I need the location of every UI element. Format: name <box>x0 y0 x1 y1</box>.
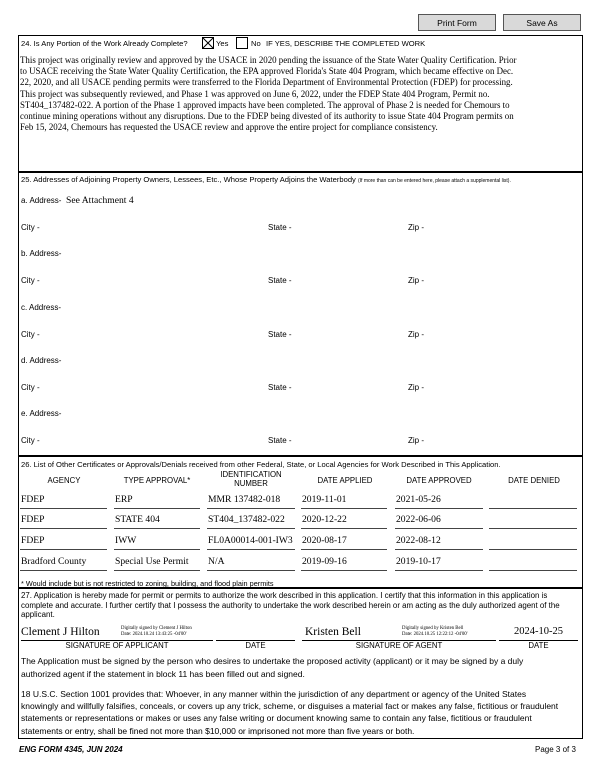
table-cell[interactable]: STATE 404 <box>115 514 160 525</box>
cell-underline <box>20 549 107 550</box>
description-line: 22, 2020, and all USACE pending permits were transferred to the Florida Department of Environmental Protection (FDEP) for processing. <box>20 77 513 88</box>
s26-footnote: * Would include but is not restricted to zoning, building, and flood plain permits <box>21 579 274 588</box>
state-label: State - <box>268 276 292 285</box>
table-cell[interactable]: 2021-05-26 <box>396 494 441 505</box>
address-label: c. Address- <box>21 303 62 312</box>
cell-underline <box>301 570 387 571</box>
description-line: ST404_137482-022. A portion of the Phase 1 approved impacts have been completed. The approval of Phase 2 is needed for Chemours to <box>20 99 510 110</box>
city-label: City - <box>21 223 40 232</box>
table-header: DATE APPROVED <box>406 476 472 485</box>
cell-underline <box>301 549 387 550</box>
certification-line: 27. Application is hereby made for permit or permits to authorize the work described in this application. I certify that this information in this application is <box>21 591 548 600</box>
applicant-signature-meta <box>121 626 192 637</box>
zip-label: Zip - <box>408 223 424 232</box>
city-label: City - <box>21 330 40 339</box>
zip-label: Zip - <box>408 383 424 392</box>
table-cell[interactable]: ST404_137482-022 <box>208 514 285 525</box>
address-label: e. Address- <box>21 409 62 418</box>
table-cell[interactable]: 2019-10-17 <box>396 556 441 567</box>
table-cell[interactable]: ERP <box>115 494 133 505</box>
city-label: City - <box>21 436 40 445</box>
table-cell[interactable]: MMR 137482-018 <box>208 494 281 505</box>
table-cell[interactable]: FDEP <box>21 494 45 505</box>
form-number: ENG FORM 4345, JUN 2024 <box>19 745 123 754</box>
cell-underline <box>207 570 295 571</box>
description-line: to USACE receiving the State Water Quality Certification, the EPA approved Florida's State 404 Program, which became effective on Dec. <box>20 66 514 77</box>
completed-work-description[interactable] <box>20 55 582 133</box>
instruction-line: authorized agent if the statement in block 11 has been filled out and signed. <box>21 668 305 679</box>
cell-underline <box>301 528 387 529</box>
s25-note: (If more than can be entered here, please attach a supplemental list). <box>357 178 511 184</box>
applicant-signature[interactable]: Clement J Hilton <box>21 626 100 638</box>
zip-label: Zip - <box>408 436 424 445</box>
cell-underline <box>489 570 577 571</box>
table-cell[interactable]: Bradford County <box>21 556 87 567</box>
table-cell[interactable]: FDEP <box>21 514 45 525</box>
s24-label: 24. Is Any Portion of the Work Already Complete? <box>21 39 188 48</box>
city-label: City - <box>21 276 40 285</box>
applicant-date-caption: DATE <box>245 641 266 650</box>
certification-statement <box>21 591 560 620</box>
description-line: continue mining operations without any disruptions. Due to the FDEP being divested of its authority to issue State 404 Program permits on <box>20 111 514 122</box>
cell-underline <box>395 570 483 571</box>
signing-instructions <box>21 655 523 680</box>
description-line: This project was originally review and approved by the USACE in 2020 pending the issuance of the State Water Quality Certification. Prior <box>20 55 517 65</box>
save-as-button[interactable]: Save As <box>503 14 581 31</box>
cell-underline <box>20 508 107 509</box>
applicant-signed-date: Date: 2024.10.24 13:43:25 -04'00' <box>121 631 187 637</box>
address-input[interactable]: See Attachment 4 <box>66 195 134 206</box>
city-label: City - <box>21 383 40 392</box>
yes-label: Yes <box>216 39 229 48</box>
table-cell[interactable]: 2020-08-17 <box>302 535 347 546</box>
table-cell[interactable]: 2020-12-22 <box>302 514 347 525</box>
yes-checkbox[interactable] <box>202 37 214 49</box>
address-label: a. Address- <box>21 196 62 205</box>
section-25-box <box>18 172 583 456</box>
applicant-signed-by: Digitally signed by Clement J Hilton <box>121 626 192 631</box>
table-cell[interactable]: 2022-06-06 <box>396 514 441 525</box>
agent-signature-meta <box>402 626 468 637</box>
print-form-button[interactable]: Print Form <box>418 14 496 31</box>
cell-underline <box>114 549 200 550</box>
address-label: b. Address- <box>21 249 62 258</box>
certification-line: applicant. <box>21 610 55 620</box>
table-header: DATE DENIED <box>508 476 560 485</box>
agent-signature[interactable]: Kristen Bell <box>305 626 361 638</box>
cell-underline <box>301 508 387 509</box>
cell-underline <box>395 508 483 509</box>
table-header: DATE APPLIED <box>317 476 373 485</box>
agent-signed-by: Digitally signed by Kristen Bell <box>402 626 464 631</box>
certification-line: complete and accurate. I further certify that I possess the authority to undertake the work described herein or am acting as the duly authorized agent of the <box>21 600 560 610</box>
zip-label: Zip - <box>408 330 424 339</box>
table-cell[interactable]: IWW <box>115 535 137 546</box>
notice-line: statements or representations or makes or uses any false writing or document knowing same to contain any false, fictitious or fraudulent <box>21 713 532 724</box>
agent-date[interactable]: 2024-10-25 <box>514 626 563 637</box>
description-line: Feb 15, 2024, Chemours has requested the USACE review and approve the entire project for compliance consistency. <box>20 122 438 133</box>
s26-label: 26. List of Other Certificates or Approvals/Denials received from other Federal, State, or Local Agencies for Work Described in This Application. <box>21 460 501 469</box>
table-header: TYPE APPROVAL* <box>123 476 191 485</box>
s24-instruction: IF YES, DESCRIBE THE COMPLETED WORK <box>266 39 426 48</box>
cell-underline <box>207 549 295 550</box>
table-cell[interactable]: N/A <box>208 556 225 567</box>
s25-label-text: 25. Addresses of Adjoining Property Owners, Lessees, Etc., Whose Property Adjoins the Waterbody <box>21 175 356 184</box>
agent-date-caption: DATE <box>528 641 549 650</box>
table-header: IDENTIFICATION NUMBER <box>220 470 282 488</box>
cell-underline <box>207 508 295 509</box>
usc-1001-notice <box>21 688 558 737</box>
cell-underline <box>20 528 107 529</box>
state-label: State - <box>268 223 292 232</box>
cell-underline <box>395 549 483 550</box>
table-cell[interactable]: FL0A00014-001-IW3 <box>208 535 293 546</box>
address-label: d. Address- <box>21 356 62 365</box>
table-cell[interactable]: FDEP <box>21 535 45 546</box>
table-cell[interactable]: 2019-09-16 <box>302 556 347 567</box>
cell-underline <box>489 508 577 509</box>
no-label: No <box>251 39 261 48</box>
notice-line: statements or entry, shall be fined not more than $10,000 or imprisoned not more than five years or both. <box>21 725 415 736</box>
description-line: This project was subsequently reviewed, and Phase 1 was approved on June 6, 2022, under the FDEP State 404 Program, Permit no. <box>20 88 490 99</box>
cell-underline <box>114 508 200 509</box>
state-label: State - <box>268 330 292 339</box>
page-number: Page 3 of 3 <box>535 745 576 754</box>
table-header: AGENCY <box>47 476 81 485</box>
state-label: State - <box>268 436 292 445</box>
agent-signed-date: Date: 2024.10.25 12:22:12 -04'00' <box>402 631 468 637</box>
notice-line: knowingly and willfully falsifies, conceals, or covers up any trick, scheme, or disguises a material fact or makes any false, fictitious or fraudulent <box>21 701 559 712</box>
table-cell[interactable]: Special Use Permit <box>115 556 189 567</box>
cell-underline <box>395 528 483 529</box>
zip-label: Zip - <box>408 276 424 285</box>
cell-underline <box>489 549 577 550</box>
table-cell[interactable]: 2022-08-12 <box>396 535 441 546</box>
check-x-icon <box>202 37 214 49</box>
cell-underline <box>489 528 577 529</box>
state-label: State - <box>268 383 292 392</box>
notice-line: 18 U.S.C. Section 1001 provides that: Whoever, in any manner within the jurisdiction of any department or agency of the United States <box>21 689 527 699</box>
table-cell[interactable]: 2019-11-01 <box>302 494 347 505</box>
cell-underline <box>20 570 107 571</box>
no-checkbox[interactable] <box>236 37 248 49</box>
cell-underline <box>207 528 295 529</box>
cell-underline <box>114 570 200 571</box>
agent-signature-caption: SIGNATURE OF AGENT <box>355 641 443 650</box>
cell-underline <box>114 528 200 529</box>
instruction-line: The Application must be signed by the person who desires to undertake the proposed activity (applicant) or it may be signed by a duly <box>21 656 524 666</box>
s25-label <box>21 175 511 184</box>
applicant-signature-caption: SIGNATURE OF APPLICANT <box>65 641 169 650</box>
